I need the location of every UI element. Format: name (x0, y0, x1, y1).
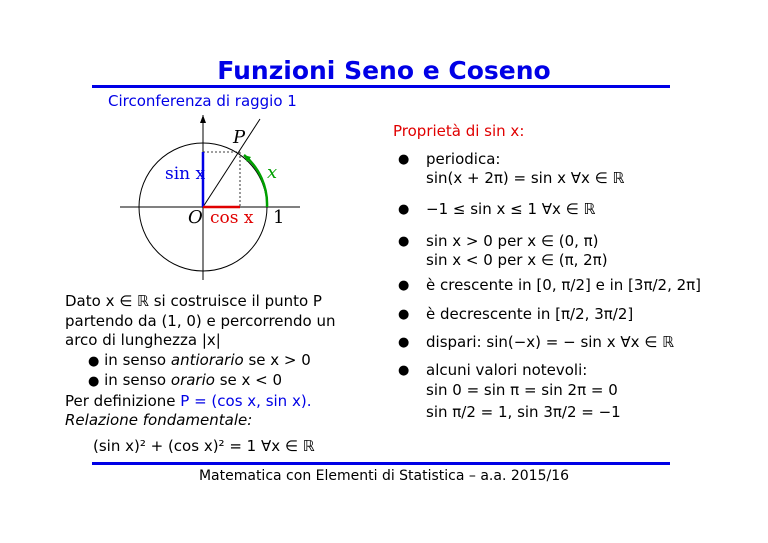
subtitle: Circonferenza di raggio 1 (108, 92, 297, 110)
properties-heading: Proprietà di sin x: (393, 122, 525, 140)
relation-formula: (sin x)² + (cos x)² = 1 ∀x ∈ ℝ (93, 436, 315, 455)
bullet-icon: ● (88, 353, 100, 369)
label-O: O (188, 207, 203, 228)
definition-line: Per definizione P = (cos x, sin x). (65, 391, 312, 410)
title-rule (92, 85, 670, 88)
unit-circle-diagram (120, 115, 300, 280)
arc-x (244, 155, 267, 207)
bullet-icon: ● (398, 202, 410, 217)
label-cos: cos x (210, 208, 254, 228)
bullet-icon: ● (398, 152, 410, 167)
footer-rule (92, 462, 670, 465)
description-bullet: ● in senso orario se x < 0 (88, 371, 283, 389)
description-bullet: ● in senso antiorario se x > 0 (88, 350, 311, 369)
label-one: 1 (273, 207, 285, 228)
bullet-icon: ● (398, 307, 410, 322)
bullet-icon: ● (398, 363, 410, 378)
bullet-icon: ● (398, 335, 410, 350)
bullet-icon: ● (398, 278, 410, 293)
label-P: P (233, 127, 246, 148)
label-sin: sin x (165, 164, 206, 184)
footer: Matematica con Elementi di Statistica – a.a. 2015/16 (198, 468, 570, 484)
description-line: arco di lunghezza |x| (65, 331, 221, 349)
bullet-icon: ● (88, 374, 100, 389)
label-x: x (267, 162, 278, 183)
description-line: Dato x ∈ ℝ si costruisce il punto P (65, 292, 322, 310)
relation-label: Relazione fondamentale: (65, 411, 253, 429)
bullet-icon: ● (398, 234, 410, 249)
description-block (65, 292, 365, 456)
description-line: partendo da (1, 0) e percorrendo un (65, 311, 336, 330)
page-title: Funzioni Seno e Coseno (217, 56, 551, 85)
